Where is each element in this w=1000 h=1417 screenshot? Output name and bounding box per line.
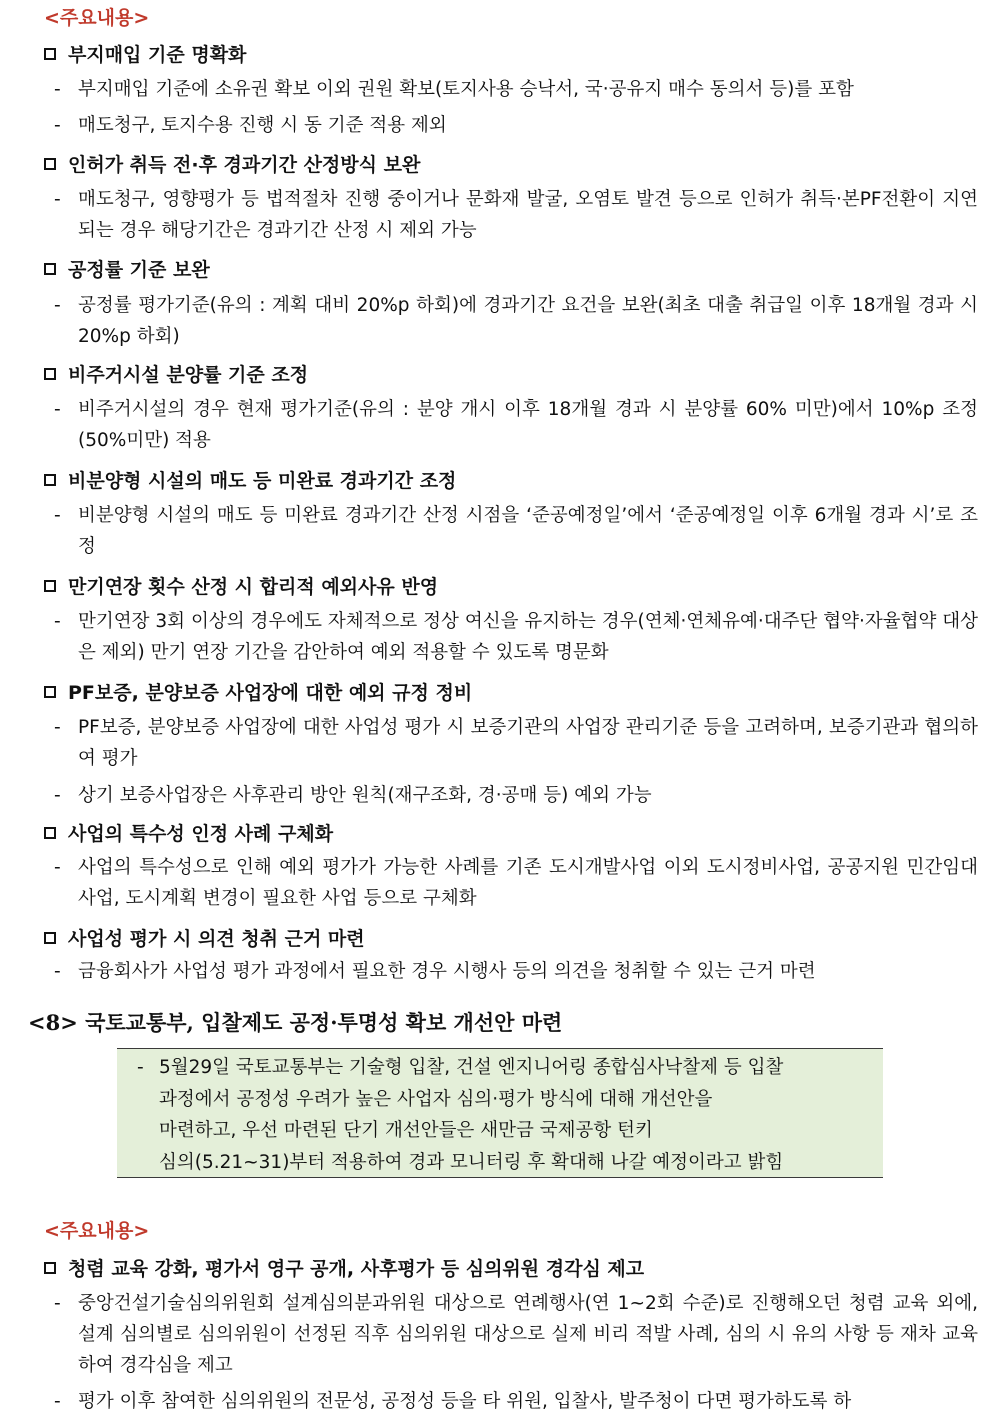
checkbox-square-icon — [44, 48, 56, 60]
summary-line: 심의(5.21~31)부터 적용하여 경과 모니터링 후 확대해 나갈 예정이라고 밝힘 — [159, 1151, 784, 1173]
checkbox-square-icon — [44, 580, 56, 592]
checkbox-square-icon — [44, 1262, 56, 1274]
bullet-item: - 공정률 평가기준(유의 : 계획 대비 20%p 하회)에 경과기간 요건을 보완(최초 대출 취급일 이후 18개월 경과 시 20%p 하회) — [54, 295, 978, 347]
bullet-item: - 평가 이후 참여한 심의위원의 전문성, 공정성 등을 타 위원, 입찰사, 발주청이 다면 평가하도록 하 — [54, 1391, 852, 1412]
checkbox-square-icon — [44, 474, 56, 486]
bullet-item: - 매도청구, 토지수용 진행 시 동 기준 적용 제외 — [54, 115, 447, 136]
item-heading: 공정률 기준 보완 — [44, 255, 210, 282]
bullet-item: - PF보증, 분양보증 사업장에 대한 사업성 평가 시 보증기관의 사업장 관리기준 등을 고려하며, 보증기관과 협의하여 평가 — [54, 717, 978, 769]
bullet-item: - 상기 보증사업장은 사후관리 방안 원칙(재구조화, 경·공매 등) 예외 가능 — [54, 785, 652, 806]
bullet-item: - 금융회사가 사업성 평가 과정에서 필요한 경우 시행사 등의 의견을 청취할 수 있는 근거 마련 — [54, 961, 816, 982]
item-heading: 부지매입 기준 명확화 — [44, 40, 246, 67]
checkbox-square-icon — [44, 368, 56, 380]
bullet-item: - 만기연장 3회 이상의 경우에도 자체적으로 정상 여신을 유지하는 경우(연체·연체유예·대주단 협약·자율협약 대상은 제외) 만기 연장 기간을 감안하여 예외 적용할 수 있도록 명문화 — [54, 611, 978, 663]
main-content-label: <주요내용> — [44, 7, 150, 29]
summary-line: 과정에서 공정성 우려가 높은 사업자 심의·평가 방식에 대해 개선안을 — [159, 1088, 713, 1110]
item-heading: 청렴 교육 강화, 평가서 영구 공개, 사후평가 등 심의위원 경각심 제고 — [44, 1254, 644, 1281]
item-heading: 만기연장 횟수 산정 시 합리적 예외사유 반영 — [44, 572, 438, 599]
bullet-item: - 사업의 특수성으로 인해 예외 평가가 가능한 사례를 기존 도시개발사업 이외 도시정비사업, 공공지원 민간임대 사업, 도시계획 변경이 필요한 사업 등으로 구체화 — [54, 857, 978, 909]
bullet-item: - 비분양형 시설의 매도 등 미완료 경과기간 산정 시점을 ‘준공예정일’에서 ‘준공예정일 이후 6개월 경과 시’로 조정 — [54, 505, 978, 557]
section-title: <8> 국토교통부, 입찰제도 공정·투명성 확보 개선안 마련 — [28, 1010, 563, 1035]
bullet-item: - 매도청구, 영향평가 등 법적절차 진행 중이거나 문화재 발굴, 오염토 발견 등으로 인허가 취득·본PF전환이 지연되는 경우 해당기간은 경과기간 산정 시 제외 가능 — [54, 189, 978, 241]
main-content-label: <주요내용> — [44, 1220, 150, 1242]
checkbox-square-icon — [44, 158, 56, 170]
item-heading: 비분양형 시설의 매도 등 미완료 경과기간 조정 — [44, 466, 456, 493]
item-heading: 비주거시설 분양률 기준 조정 — [44, 360, 308, 387]
summary-box: - 5월29일 국토교통부는 기술형 입찰, 건설 엔지니어링 종합심사낙찰제 등 입찰 과정에서 공정성 우려가 높은 사업자 심의·평가 방식에 대해 개선안을 마련하고, 우선 마련된 단기 개선안들은 새만금 국제공항 턴키 심의(5.21~31)부터 적용하여 경과 모니터링 후 확대해 나갈 예정이라고 밝힘 — [117, 1048, 883, 1178]
summary-line: 5월29일 국토교통부는 기술형 입찰, 건설 엔지니어링 종합심사낙찰제 등 입찰 — [159, 1057, 784, 1078]
checkbox-square-icon — [44, 686, 56, 698]
checkbox-square-icon — [44, 263, 56, 275]
summary-line: 마련하고, 우선 마련된 단기 개선안들은 새만금 국제공항 턴키 — [159, 1120, 653, 1141]
bullet-item: - 비주거시설의 경우 현재 평가기준(유의 : 분양 개시 이후 18개월 경과 시 분양률 60% 미만)에서 10%p 조정(50%미만) 적용 — [54, 399, 978, 451]
bullet-item: - 중앙건설기술심의위원회 설계심의분과위원 대상으로 연례행사(연 1~2회 수준)로 진행해오던 청렴 교육 외에, 설계 심의별로 심의위원이 선정된 직후 심의위원 대상으로 실제 비리 적발 사례, 심의 시 유의 사항 등 재차 교육하여 경각심을 제고 — [54, 1293, 978, 1376]
item-heading: 인허가 취득 전·후 경과기간 산정방식 보완 — [44, 150, 420, 177]
item-heading: 사업성 평가 시 의견 청취 근거 마련 — [44, 924, 365, 951]
item-heading: 사업의 특수성 인정 사례 구체화 — [44, 819, 333, 846]
item-heading: PF보증, 분양보증 사업장에 대한 예외 규정 정비 — [44, 678, 472, 705]
checkbox-square-icon — [44, 932, 56, 944]
checkbox-square-icon — [44, 827, 56, 839]
bullet-item: - 부지매입 기준에 소유권 확보 이외 권원 확보(토지사용 승낙서, 국·공유지 매수 동의서 등)를 포함 — [54, 79, 854, 100]
